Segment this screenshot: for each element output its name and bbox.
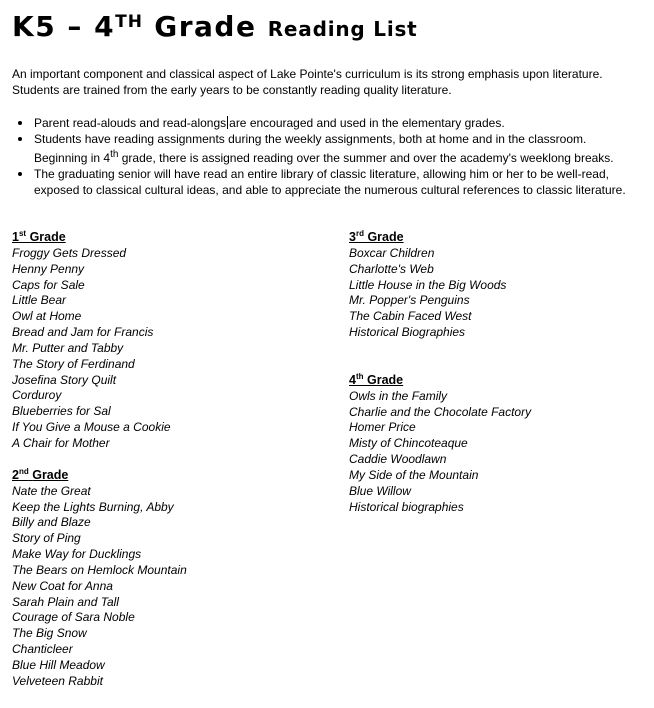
- book-title: Froggy Gets Dressed: [12, 245, 127, 260]
- right-column: [349, 230, 649, 516]
- grade-3-heading: [349, 230, 649, 246]
- grade-ordinal: th: [355, 371, 364, 381]
- grade-3-book-list: [349, 246, 649, 341]
- book-title: Mr. Putter and Tabby: [12, 340, 124, 355]
- text-cursor-icon: [227, 116, 228, 129]
- book-title: Henny Penny: [12, 261, 85, 276]
- bullet-item: [16, 131, 642, 166]
- book-title: Blue Hill Meadow: [12, 657, 105, 672]
- book-title: The Story of Ferdinand: [12, 356, 135, 371]
- grade-4-heading: [349, 373, 649, 389]
- grade-number: 4: [349, 372, 356, 387]
- book-title: Homer Price: [349, 420, 416, 435]
- book-title: Josefina Story Quilt: [12, 372, 117, 387]
- book-title: Little House in the Big Woods: [349, 277, 507, 292]
- grade-1-heading: [12, 230, 312, 246]
- book-title: New Coat for Anna: [12, 578, 113, 593]
- book-title: Blueberries for Sal: [12, 404, 111, 419]
- grade-2-book-list: [12, 484, 312, 690]
- book-title: Velveteen Rabbit: [12, 673, 103, 688]
- grade-label: Grade: [367, 230, 404, 244]
- book-title: Nate the Great: [12, 483, 91, 498]
- grade-number: 1: [12, 230, 19, 244]
- title-grade: Grade: [154, 10, 257, 43]
- bullet-superscript: th: [110, 149, 119, 160]
- book-title: Historical biographies: [349, 499, 464, 514]
- section-spacer: [12, 452, 312, 468]
- bullet-list: [16, 115, 642, 198]
- grade-4-book-list: [349, 389, 649, 516]
- book-title: Blue Willow: [349, 483, 411, 498]
- bullet-item: [16, 166, 642, 198]
- intro-paragraph: An important component and classical aspect of Lake Pointe's curriculum is its strong emphasis upon literature. Students are trained from the early years to be constantly reading quality literature.: [12, 67, 603, 97]
- bullet-item: [16, 115, 642, 131]
- book-title: If You Give a Mouse a Cookie: [12, 420, 171, 435]
- section-spacer: [349, 341, 649, 373]
- book-title: Boxcar Children: [349, 245, 435, 260]
- book-title: Corduroy: [12, 388, 62, 403]
- book-title: Charlie and the Chocolate Factory: [349, 404, 532, 419]
- book-title: Chanticleer: [12, 642, 73, 657]
- bullet-text-start: Students have reading assignments during the weekly assignments, both at home and in the classroom. Beginning in 4: [34, 132, 587, 165]
- bullet-text: The graduating senior will have read an entire library of classic literature, allowing him or her to be well-read, exposed to classical cultural ideas, and able to appreciate the numerous cultural references to classic literature.: [34, 167, 626, 197]
- grade-ordinal: rd: [355, 228, 364, 238]
- book-title: My Side of the Mountain: [349, 467, 479, 482]
- title-rest: Reading List: [267, 17, 418, 41]
- left-column: [12, 230, 312, 690]
- book-title: Sarah Plain and Tall: [12, 594, 119, 609]
- book-title: Little Bear: [12, 293, 67, 308]
- book-title: Owls in the Family: [349, 388, 448, 403]
- book-title: The Big Snow: [12, 626, 87, 641]
- book-title: The Cabin Faced West: [349, 309, 472, 324]
- grade-ordinal: st: [18, 228, 27, 238]
- grade-label: Grade: [29, 230, 66, 244]
- grade-number: 3: [349, 230, 356, 244]
- bullet-icon: [18, 172, 22, 176]
- bullet-text-end: grade, there is assigned reading over the summer and over the academy's weeklong breaks.: [121, 151, 614, 165]
- book-title: Billy and Blaze: [12, 515, 91, 530]
- book-title: A Chair for Mother: [12, 435, 110, 450]
- book-title: Make Way for Ducklings: [12, 547, 142, 562]
- grade-label: Grade: [32, 467, 69, 482]
- bullet-icon: [18, 137, 22, 141]
- grade-1-book-list: [12, 246, 312, 452]
- book-title: Charlotte's Web: [349, 261, 434, 276]
- bullet-icon: [18, 121, 22, 125]
- book-title: Owl at Home: [12, 309, 82, 324]
- grade-number: 2: [12, 467, 19, 482]
- title-main: K5 – 4: [12, 10, 116, 43]
- book-title: The Bears on Hemlock Mountain: [12, 562, 187, 577]
- page-title: [12, 2, 418, 49]
- grade-2-heading: [12, 468, 312, 484]
- book-title: Bread and Jam for Francis: [12, 325, 154, 340]
- bullet-text-start: Parent read-alouds and read-alongs: [34, 116, 227, 130]
- title-superscript: TH: [115, 12, 143, 32]
- grade-ordinal: nd: [18, 466, 29, 476]
- book-title: Story of Ping: [12, 531, 81, 546]
- book-title: Keep the Lights Burning, Abby: [12, 499, 174, 514]
- book-title: Courage of Sara Noble: [12, 610, 135, 625]
- book-title: Caddie Woodlawn: [349, 452, 447, 467]
- book-title: Caps for Sale: [12, 277, 85, 292]
- book-title: Mr. Popper's Penguins: [349, 293, 470, 308]
- grade-label: Grade: [367, 372, 404, 387]
- book-title: Misty of Chincoteaque: [349, 436, 468, 451]
- bullet-text-end: are encouraged and used in the elementary grades.: [229, 116, 505, 130]
- book-title: Historical Biographies: [349, 325, 466, 340]
